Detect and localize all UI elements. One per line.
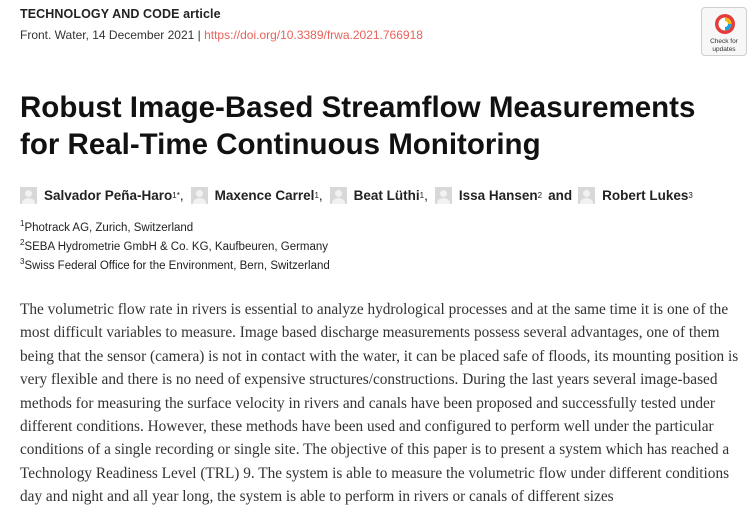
avatar-icon <box>330 187 347 204</box>
avatar-icon <box>191 187 208 204</box>
article-type: TECHNOLOGY AND CODE article <box>20 7 221 21</box>
affiliation-list <box>20 219 330 276</box>
journal-date: Front. Water, 14 December 2021 | <box>20 28 205 42</box>
check-updates-label: Check for updates <box>710 38 738 53</box>
author[interactable]: Beat Lüthi 1 <box>330 187 424 204</box>
author[interactable]: Issa Hansen 2 <box>435 187 542 204</box>
author-conjunction: and <box>548 188 573 203</box>
author[interactable]: Maxence Carrel 1 <box>191 187 319 204</box>
abstract-text: The volumetric flow rate in rivers is essential to analyze hydrological processes and at the same time it is one of the most difficult variables to measure. Image based discharge measurements possess several advantages, one of them being that the sensor (camera) is not in contact with the water, it can be placed safe of floods, its mounting position is very flexible and there is no need of expensive structures/constructions. During the last years several image-based methods for measuring the surface velocity in rivers and canals have been proposed and successfully tested under different conditions. However, these methods have been used and configured to perform well under the particular conditions of a single recording or single site. The objective of this paper is to present a system which has reached a Technology Readiness Level (TRL) 9. The system is able to measure the volumetric flow under different conditions day and night and all year long, the system is able to perform in rivers or canals of different sizes <box>20 301 739 506</box>
author[interactable]: Robert Lukes 3 <box>578 187 693 204</box>
author-separator: , <box>424 188 428 203</box>
doi-link[interactable]: https://doi.org/10.3389/frwa.2021.766918 <box>204 28 423 42</box>
paper-title: Robust Image-Based Streamflow Measurements for Real-Time Continuous Monitoring <box>20 91 696 161</box>
citation-line <box>20 28 423 42</box>
affiliation: $^2$SEBA Hydrometrie GmbH & Co. KG, Kaufbeuren, Germany <box>20 238 329 253</box>
affiliation: $^3$Swiss Federal Office for the Environment, Bern, Switzerland <box>20 257 330 272</box>
check-for-updates-badge[interactable] <box>701 7 747 56</box>
avatar-icon <box>20 187 37 204</box>
avatar-icon <box>435 187 452 204</box>
avatar-icon <box>578 187 595 204</box>
author-separator: , <box>179 188 184 203</box>
check-updates-icon <box>714 13 736 35</box>
affiliation: $^1$Photrack AG, Zurich, Switzerland <box>20 219 194 234</box>
author[interactable]: Salvador Peña-Haro 1* <box>20 187 180 204</box>
author-separator: , <box>318 188 323 203</box>
author-list <box>20 187 693 204</box>
